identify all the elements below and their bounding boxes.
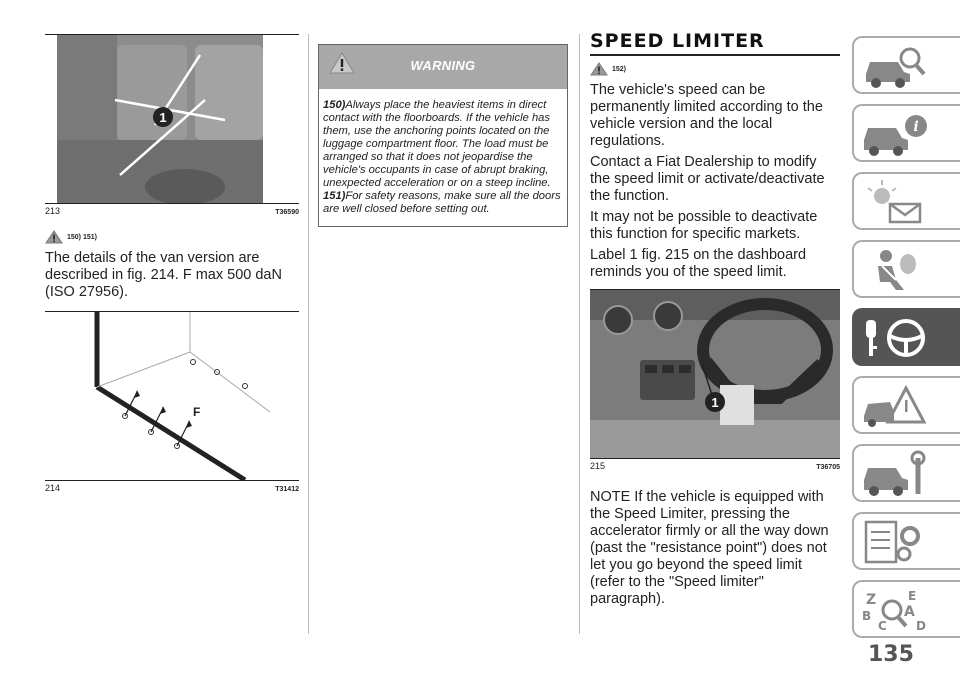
- force-label: F: [193, 405, 201, 419]
- figure-code: T36705: [816, 464, 840, 471]
- key-steering-wheel-icon: [860, 314, 930, 362]
- warning-item-number: 151): [323, 190, 346, 202]
- warning-title: WARNING: [410, 58, 476, 73]
- warning-reference: [45, 230, 299, 244]
- warning-item-number: 150): [323, 99, 346, 111]
- figure-code: T36590: [275, 209, 299, 216]
- car-search-icon: [860, 42, 930, 90]
- column-divider: [308, 34, 309, 634]
- svg-text:Z: Z: [866, 592, 877, 608]
- figure-number: 213: [45, 206, 61, 216]
- warning-item: [323, 99, 561, 190]
- warning-body: [319, 89, 567, 226]
- page-number: 135: [868, 642, 914, 667]
- left-column: [45, 34, 299, 497]
- tab-knowing-vehicle[interactable]: [852, 36, 960, 94]
- figure-214: [45, 311, 299, 497]
- warning-header: [319, 45, 567, 89]
- figure-code: T31412: [275, 486, 299, 493]
- svg-text:C: C: [878, 619, 887, 633]
- figure-213: [45, 34, 299, 220]
- van-interior-illustration: [45, 35, 299, 203]
- paragraph: The vehicle's speed can be permanently limited according to the vehicle version and the local regulations.: [590, 82, 823, 149]
- floor-anchor-diagram: [45, 312, 299, 480]
- callout-1: 1: [159, 110, 167, 125]
- tab-index[interactable]: [852, 580, 960, 638]
- car-info-icon: [860, 110, 930, 158]
- warning-item-text: Always place the heaviest items in direct contact with the floorboards. If the vehicle has them, use the anchoring points located on the luggage compartment floor. The load must be arranged so that it does not jeopardise the vehicle's occupants in case of abrupt braking, unexpected acceleration or on a steep incline.: [323, 99, 551, 189]
- chapter-tabs: [852, 36, 960, 648]
- car-accident-icon: [860, 382, 930, 430]
- tab-technical-data[interactable]: [852, 512, 960, 570]
- warning-ref-text: 150) 151): [67, 233, 97, 241]
- warning-triangle-icon: [590, 62, 608, 76]
- svg-text:D: D: [916, 619, 926, 633]
- warning-box: [318, 44, 568, 227]
- warning-reference: [590, 62, 840, 76]
- airbag-person-icon: [860, 246, 930, 294]
- figure-number: 215: [590, 461, 606, 471]
- warning-lights-icon: [860, 178, 930, 226]
- figure-215: [590, 289, 840, 475]
- car-wrench-icon: [860, 450, 930, 498]
- van-details-text: The details of the van version are described in fig. 214. F max 500 daN (ISO 27956).: [45, 250, 282, 300]
- right-column: [590, 30, 840, 608]
- warning-triangle-icon: [45, 230, 63, 244]
- tab-safety[interactable]: [852, 240, 960, 298]
- tab-starting-driving[interactable]: [852, 308, 960, 366]
- svg-text:B: B: [862, 609, 872, 623]
- svg-text:E: E: [908, 589, 917, 603]
- svg-text:i: i: [913, 119, 919, 135]
- svg-text:A: A: [904, 604, 915, 620]
- warning-ref-text: 152): [612, 65, 627, 73]
- tab-knowing-instrument[interactable]: [852, 104, 960, 162]
- warning-item: [323, 190, 561, 216]
- middle-column: [318, 44, 568, 227]
- alphabetical-index-icon: [860, 586, 930, 634]
- warning-item-text: For safety reasons, make sure all the doors are well closed before setting out.: [323, 190, 561, 215]
- tab-warning-lights[interactable]: [852, 172, 960, 230]
- callout-1: 1: [711, 395, 719, 410]
- column-divider: [579, 34, 580, 634]
- paragraph: Label 1 fig. 215 on the dashboard reminds you of the speed limit.: [590, 247, 807, 280]
- tab-emergency[interactable]: [852, 376, 960, 434]
- section-title: SPEED LIMITER: [590, 30, 840, 56]
- specs-gears-icon: [860, 518, 930, 566]
- paragraph: It may not be possible to deactivate this function for specific markets.: [590, 209, 818, 242]
- tab-servicing[interactable]: [852, 444, 960, 502]
- dashboard-illustration: [590, 290, 840, 458]
- figure-number: 214: [45, 483, 61, 493]
- note-paragraph: NOTE If the vehicle is equipped with the Speed Limiter, pressing the accelerator firmly or all the way down (past the "resistance point") does not let you go beyond the speed limit (refer to the "Speed limiter" paragraph).: [590, 489, 829, 607]
- paragraph: Contact a Fiat Dealership to modify the speed limit or activate/deactivate the function.: [590, 154, 825, 204]
